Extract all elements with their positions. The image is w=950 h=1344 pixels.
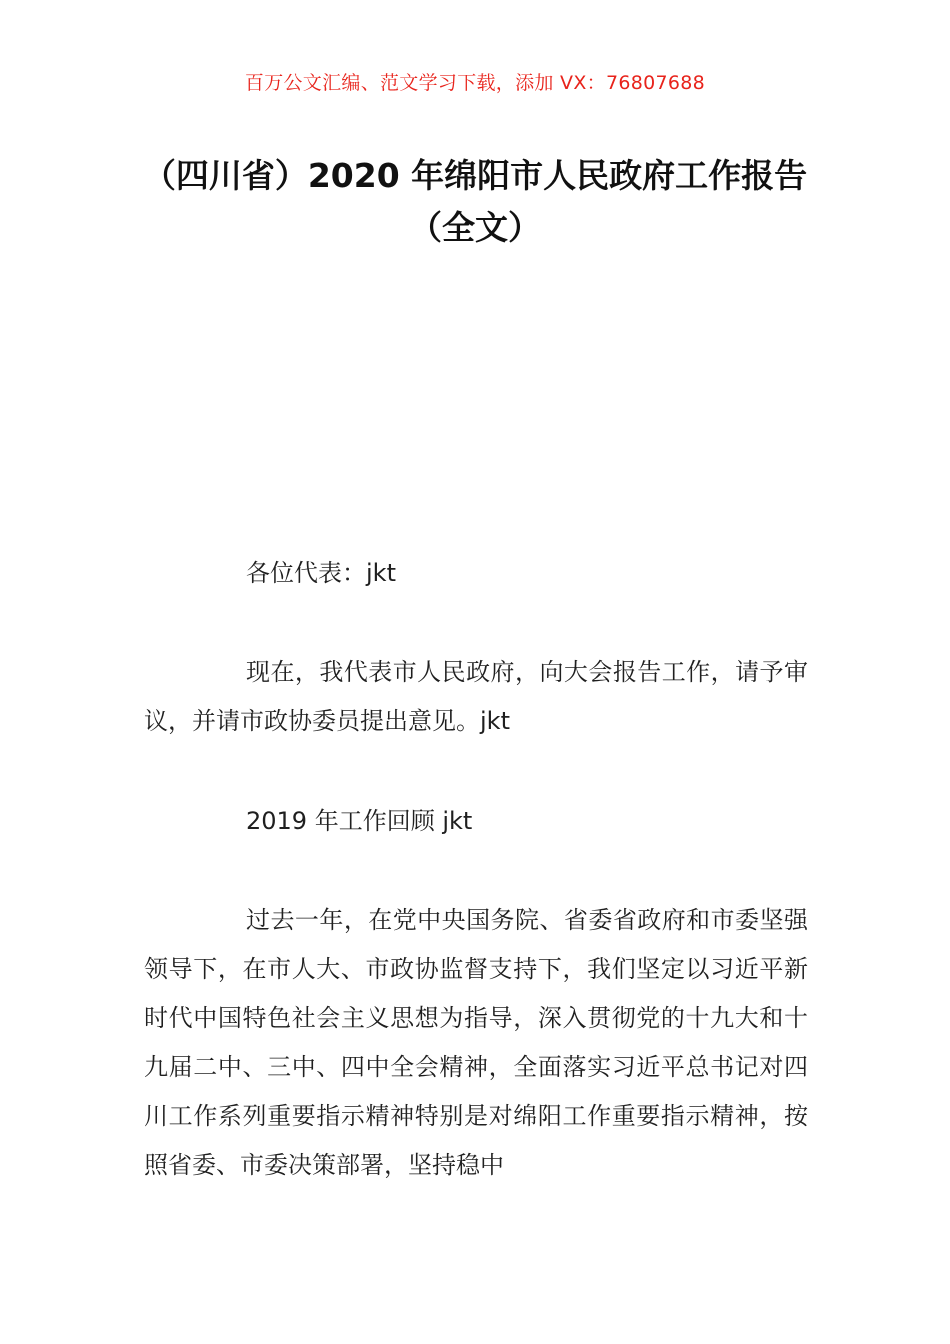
- document-title: （四川省）2020 年绵阳市人民政府工作报告（全文）: [142, 156, 808, 247]
- header-promo-note: 百万公文汇编、范文学习下载，添加 VX：76807688: [244, 72, 706, 94]
- paragraph-review-body: 过去一年，在党中央国务院、省委省政府和市委坚强领导下，在市人大、市政协监督支持下，我们坚定以习近平新时代中国特色社会主义思想为指导，深入贯彻党的十九大和十九届二中、三中、四中全会精神，全面落实习近平总书记对四川工作系列重要指示精神特别是对绵阳工作重要指示精神，按照省委、市委决策部署，坚持稳中: [144, 906, 808, 1179]
- paragraph-salutation: 各位代表：jkt: [246, 559, 396, 587]
- section-heading-review: 2019 年工作回顾 jkt: [246, 807, 473, 835]
- paragraph-intro: 现在，我代表市人民政府，向大会报告工作，请予审议，并请市政协委员提出意见。jkt: [144, 658, 808, 735]
